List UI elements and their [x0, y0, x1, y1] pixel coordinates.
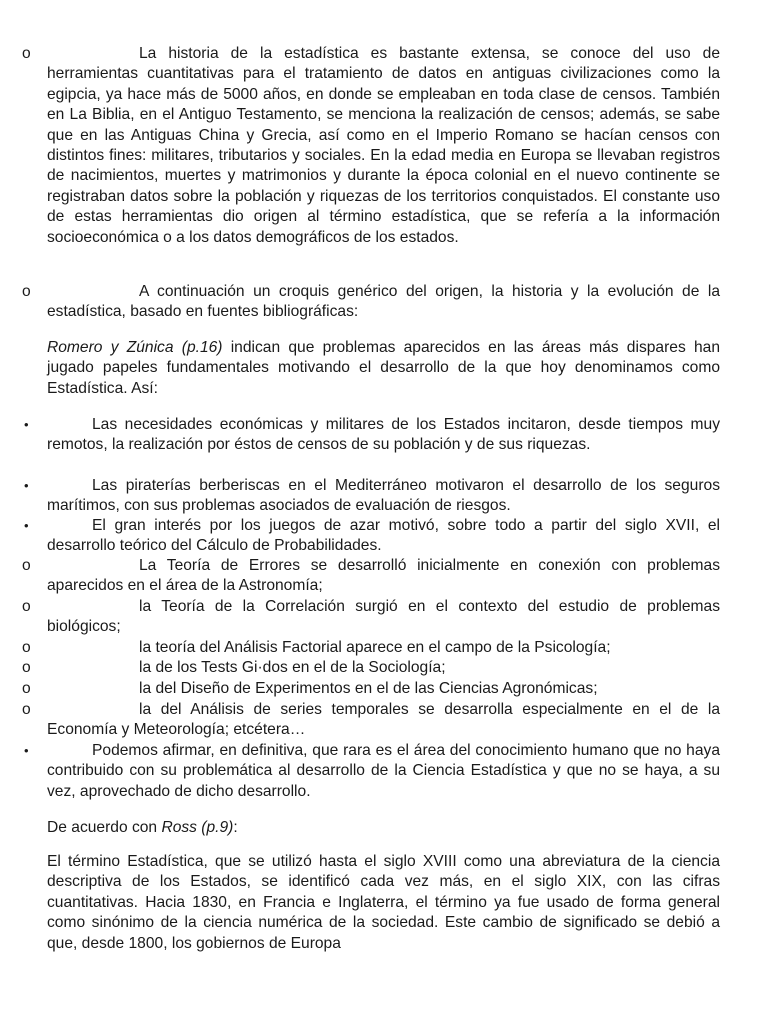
list-item: [47, 741, 720, 802]
list-item-text: la del Análisis de series temporales se desarrolla especialmente en el de la Economía y Meteorología; etcétera…: [47, 701, 720, 739]
romero-text: indican que problemas aparecidos en las áreas más dispares han jugado papeles fundamentales motivando el desarrollo de la que hoy denominamos como Estadística. Así:: [47, 339, 720, 397]
list-marker-circle: o: [22, 680, 31, 697]
list-item-text: La Teoría de Errores se desarrolló inicialmente en conexión con problemas aparecidos en el área de la Astronomía;: [47, 557, 720, 595]
list-marker-bullet: •: [24, 478, 29, 493]
list-item-text: la del Diseño de Experimentos en el de las Ciencias Agronómicas;: [139, 680, 598, 697]
list-item: [47, 679, 720, 699]
list-item: [47, 415, 720, 456]
history-paragraph: [47, 44, 720, 248]
list-item: [47, 597, 720, 638]
list-marker-circle: o: [22, 701, 31, 718]
croquis-intro-text: A continuación un croquis genérico del origen, la historia y la evolución de la estadística, basado en fuentes bibliográficas:: [47, 283, 720, 321]
list-item: [47, 476, 720, 517]
ross-intro-text: De acuerdo con: [47, 819, 162, 836]
list-marker-bullet: •: [24, 417, 29, 432]
list-item: [47, 658, 720, 678]
list-item-text: la teoría del Análisis Factorial aparece en el campo de la Psicología;: [139, 639, 611, 656]
romero-paragraph: [47, 338, 720, 399]
list-item-text: Las necesidades económicas y militares de los Estados incitaron, desde tiempos muy remotos, la realización por éstos de censos de su población y de sus riquezas.: [47, 416, 720, 454]
ross-intro: [47, 818, 720, 838]
croquis-intro-paragraph: [47, 282, 720, 323]
list-item-text: Podemos afirmar, en definitiva, que rara es el área del conocimiento humano que no haya contribuido con su problemática al desarrollo de la Ciencia Estadística y que no se haya, a su vez, aprovechado de dicho desarrollo.: [47, 742, 720, 800]
list-item: [47, 700, 720, 741]
list-marker-bullet: •: [24, 743, 29, 758]
list-item: [47, 516, 720, 557]
list-item: [47, 638, 720, 658]
list-marker-circle: o: [22, 659, 31, 676]
history-text: La historia de la estadística es bastante extensa, se conoce del uso de herramientas cuantitativas para el tratamiento de datos en antiguas civilizaciones como la egipcia, ya hace más de 5000 años, en donde se empleaban en toda clase de censos. También en La Biblia, en el Antiguo Testamento, se menciona la realización de censos; además, se sabe que en las Antiguas China y Grecia, así como en el Imperio Romano se hacían censos con distintos fines: militares, tributarios y sociales. En la edad media en Europa se llevaban registros de nacimientos, muertes y matrimonios y durante la época colonial en el nuevo continente se registraban datos sobre la población y riquezas de los territorios conquistados. El constante uso de estas herramientas dio origen al término estadística, que se refería a la información socioeconómica o a los datos demográficos de los estados.: [47, 45, 720, 246]
list-marker-circle: o: [22, 639, 31, 656]
list-marker-bullet: •: [24, 518, 29, 533]
final-paragraph: El término Estadística, que se utilizó hasta el siglo XVIII como una abreviatura de la ciencia descriptiva de los Estados, se identificó cada vez más, en el siglo XIX, con las cifras cuantitativas. Hacia 1830, en Francia e Inglaterra, el término ya fue usado de forma general como sinónimo de la ciencia numérica de la sociedad. Este cambio de significado se debió a que, desde 1800, los gobiernos de Europa: [47, 853, 720, 952]
list-item: [47, 556, 720, 597]
list-marker-circle: o: [22, 45, 31, 62]
list-item-text: la de los Tests Gi·dos en el de la Sociología;: [139, 659, 446, 676]
list-item-text: El gran interés por los juegos de azar motivó, sobre todo a partir del siglo XVII, el desarrollo teórico del Cálculo de Probabilidades.: [47, 517, 720, 555]
list-item-text: la Teoría de la Correlación surgió en el contexto del estudio de problemas biológicos;: [47, 598, 720, 636]
list-marker-circle: o: [22, 598, 31, 615]
ross-suffix: :: [233, 819, 238, 836]
list-item-text: Las piraterías berberiscas en el Mediterráneo motivaron el desarrollo de los seguros marítimos, con sus problemas asociados de evaluación de riesgos.: [47, 477, 720, 515]
ross-citation: Ross (p.9): [161, 819, 234, 836]
list-marker-circle: o: [22, 557, 31, 574]
romero-citation: Romero y Zúnica (p.16): [47, 339, 223, 356]
list-marker-circle: o: [22, 283, 31, 300]
